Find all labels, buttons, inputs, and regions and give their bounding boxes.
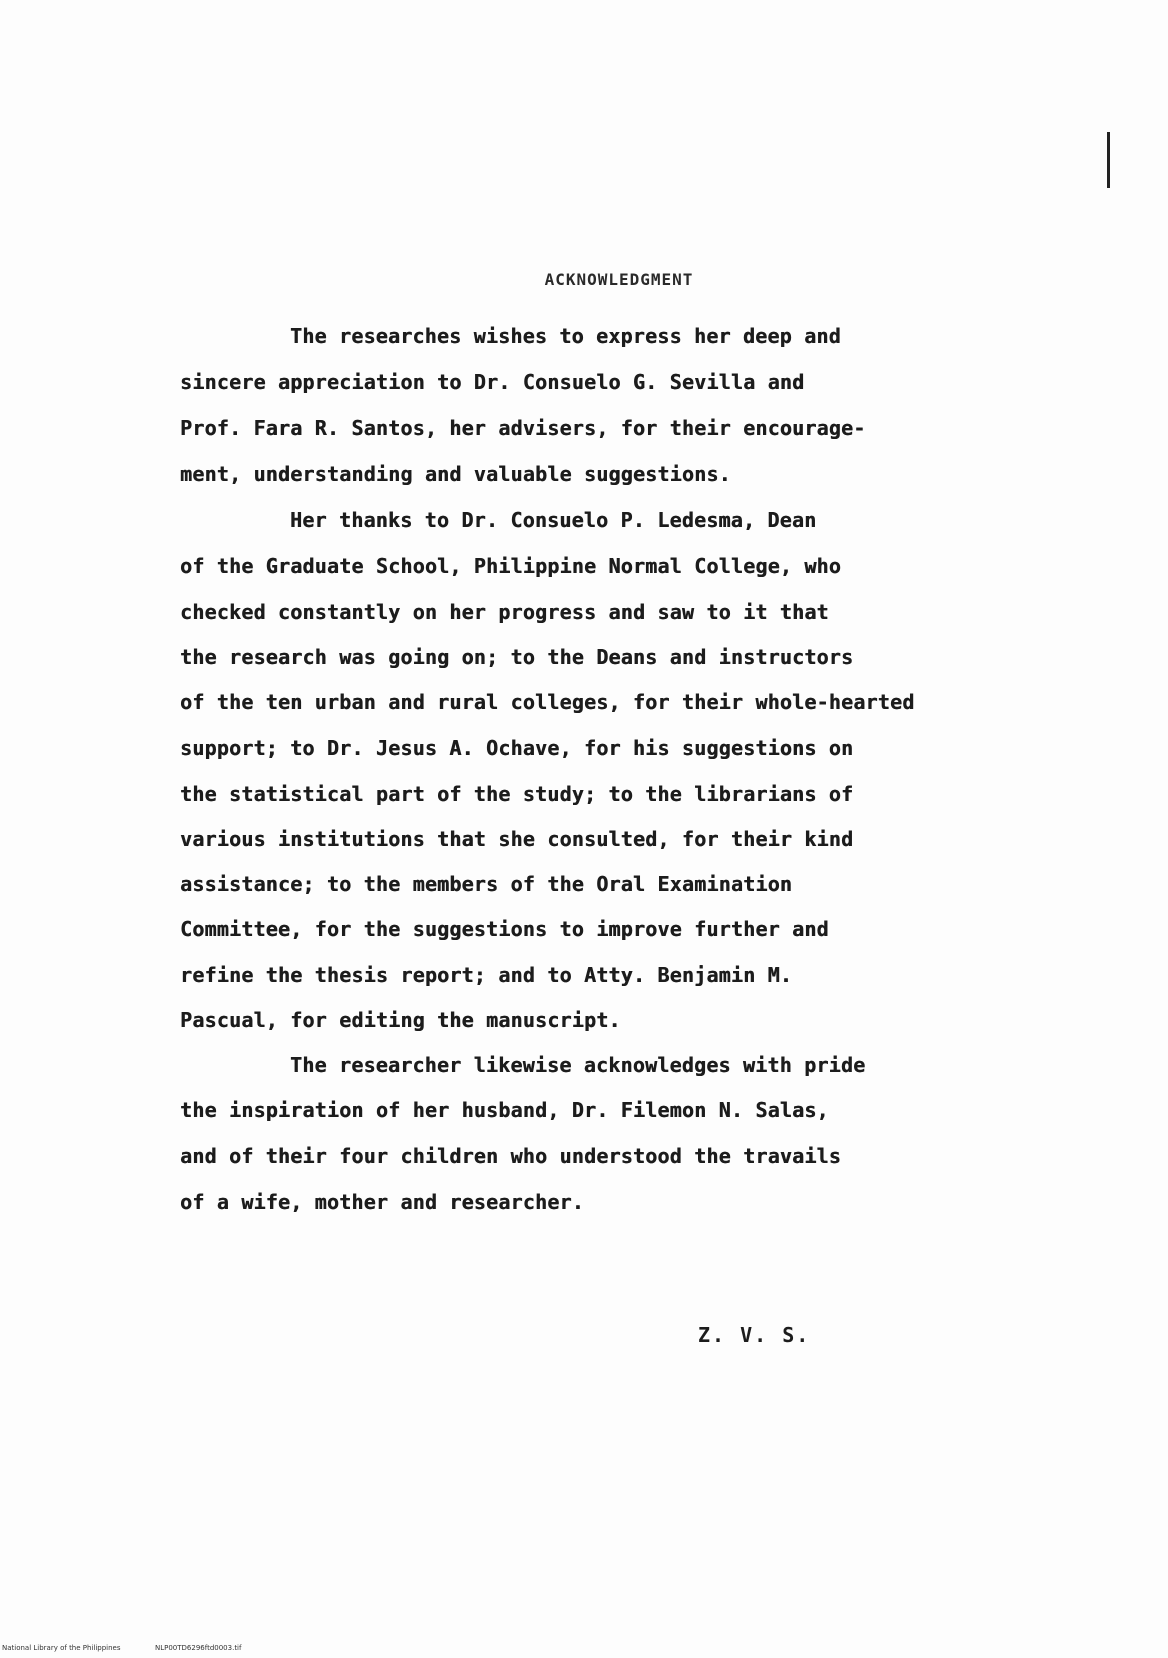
footer-source: National Library of the Philippines [2,1644,121,1652]
paragraph-3-line: and of their four children who understood the travails [180,1144,842,1168]
paragraph-2-line: the statistical part of the study; to the librarians of [180,782,854,806]
paragraph-1-line: ment, understanding and valuable suggestions. [180,462,731,486]
paragraph-3-line: The researcher likewise acknowledges with pride [290,1053,866,1077]
paragraph-2-line: Committee, for the suggestions to improve further and [180,917,829,941]
paragraph-3-line: of a wife, mother and researcher. [180,1190,584,1214]
paragraph-1-line: sincere appreciation to Dr. Consuelo G. Sevilla and [180,370,805,394]
paragraph-2-line: various institutions that she consulted, for their kind [180,827,854,851]
paragraph-2-line: refine the thesis report; and to Atty. Benjamin M. [180,963,793,987]
paragraph-2-line: assistance; to the members of the Oral Examination [180,872,793,896]
paragraph-2-line: the research was going on; to the Deans and instructors [180,645,854,669]
paragraph-2-line: Pascual, for editing the manuscript. [180,1008,621,1032]
paragraph-2-line: support; to Dr. Jesus A. Ochave, for his suggestions on [180,736,854,760]
paragraph-3-line: the inspiration of her husband, Dr. Filemon N. Salas, [180,1098,829,1122]
paragraph-2-line: of the ten urban and rural colleges, for their whole-hearted [180,690,915,714]
author-initials: Z. V. S. [698,1323,811,1347]
footer-filename: NLP00TD6296ftd0003.tif [155,1644,242,1652]
page-title: ACKNOWLEDGMENT [544,270,694,289]
paragraph-1-line: Prof. Fara R. Santos, her advisers, for their encourage- [180,416,866,440]
paragraph-2-line: Her thanks to Dr. Consuelo P. Ledesma, Dean [290,508,817,532]
paragraph-2-line: checked constantly on her progress and saw to it that [180,600,829,624]
paragraph-2-line: of the Graduate School, Philippine Normal College, who [180,554,842,578]
scan-edge-mark [1107,132,1110,188]
paragraph-1-line: The researches wishes to express her deep and [290,324,841,348]
